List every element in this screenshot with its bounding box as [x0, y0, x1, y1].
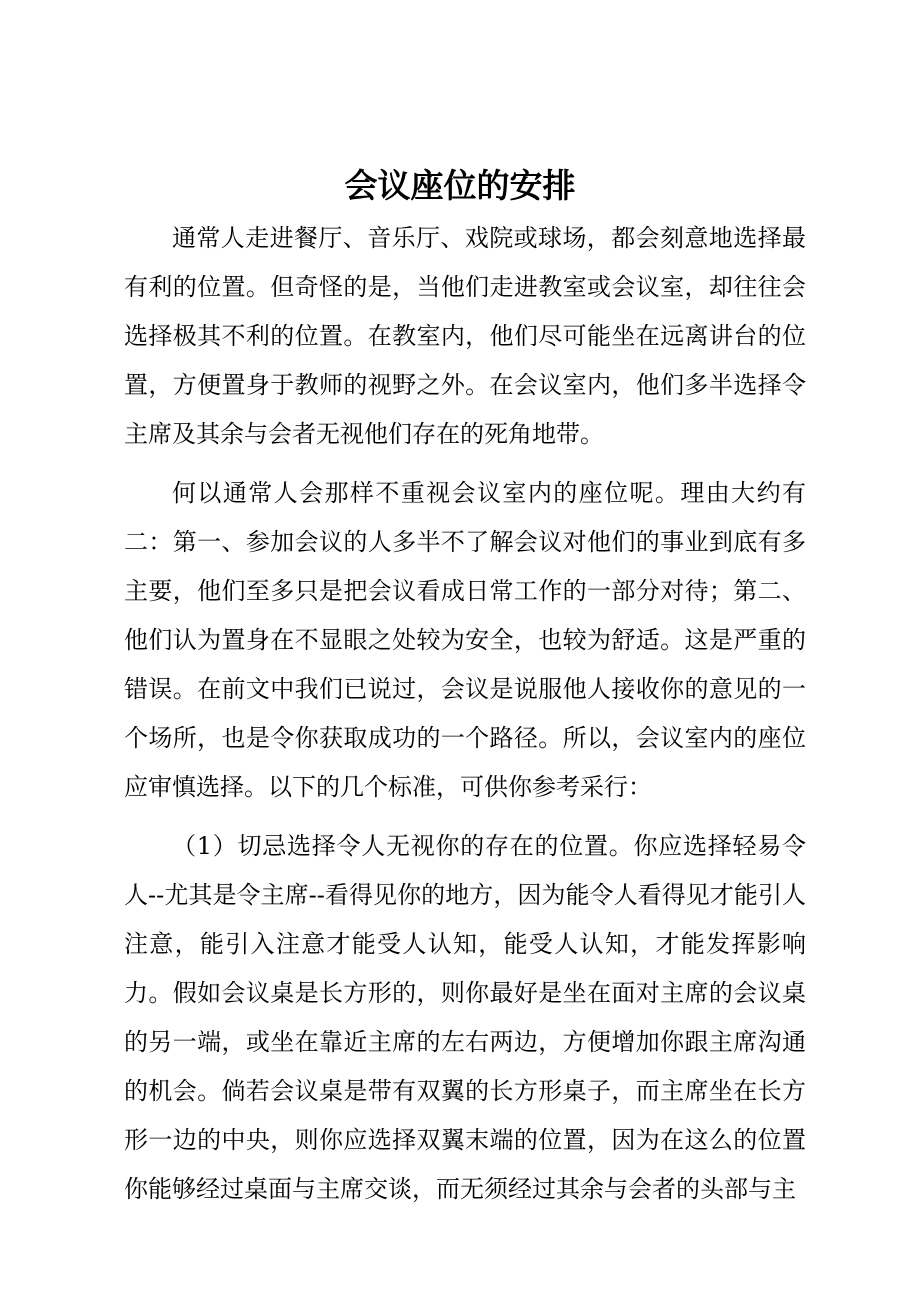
paragraph-2: 何以通常人会那样不重视会议室内的座位呢。理由大约有二：第一、参加会议的人多半不了解会议对他们的事业到底有多主要，他们至多只是把会议看成日常工作的一部分对待；第二、他们认为置身在不显眼之处较为安全，也较为舒适。这是严重的错误。在前文中我们已说过，会议是说服他人接收你的意见的一个场所，也是令你获取成功的一个路径。所以，会议室内的座位应审慎选择。以下的几个标准，可供你参考采行：	[124, 479, 806, 801]
paragraph-1: 通常人走进餐厅、音乐厅、戏院或球场，都会刻意地选择最有利的位置。但奇怪的是，当他们走进教室或会议室，却往往会选择极其不利的位置。在教室内，他们尽可能坐在远离讲台的位置，方便置身于教师的视野之外。在会议室内，他们多半选择令主席及其余与会者无视他们存在的死角地带。	[124, 224, 806, 448]
document-title: 会议座位的安排	[344, 166, 576, 205]
paragraph-3: （1）切忌选择令人无视你的存在的位置。你应选择轻易令人--尤其是令主席--看得见你的地方，因为能令人看得见才能引人注意，能引入注意才能受人认知，能受人认知，才能发挥影响力。假如会议桌是长方形的，则你最好是坐在面对主席的会议桌的另一端，或坐在靠近主席的左右两边，方便增加你跟主席沟通的机会。倘若会议桌是带有双翼的长方形桌子，而主席坐在长方形一边的中央，则你应选择双翼末端的位置，因为在这么的位置你能够经过桌面与主席交谈，而无须经过其余与会者的头部与主	[124, 832, 806, 1203]
document-body	[124, 214, 806, 1214]
